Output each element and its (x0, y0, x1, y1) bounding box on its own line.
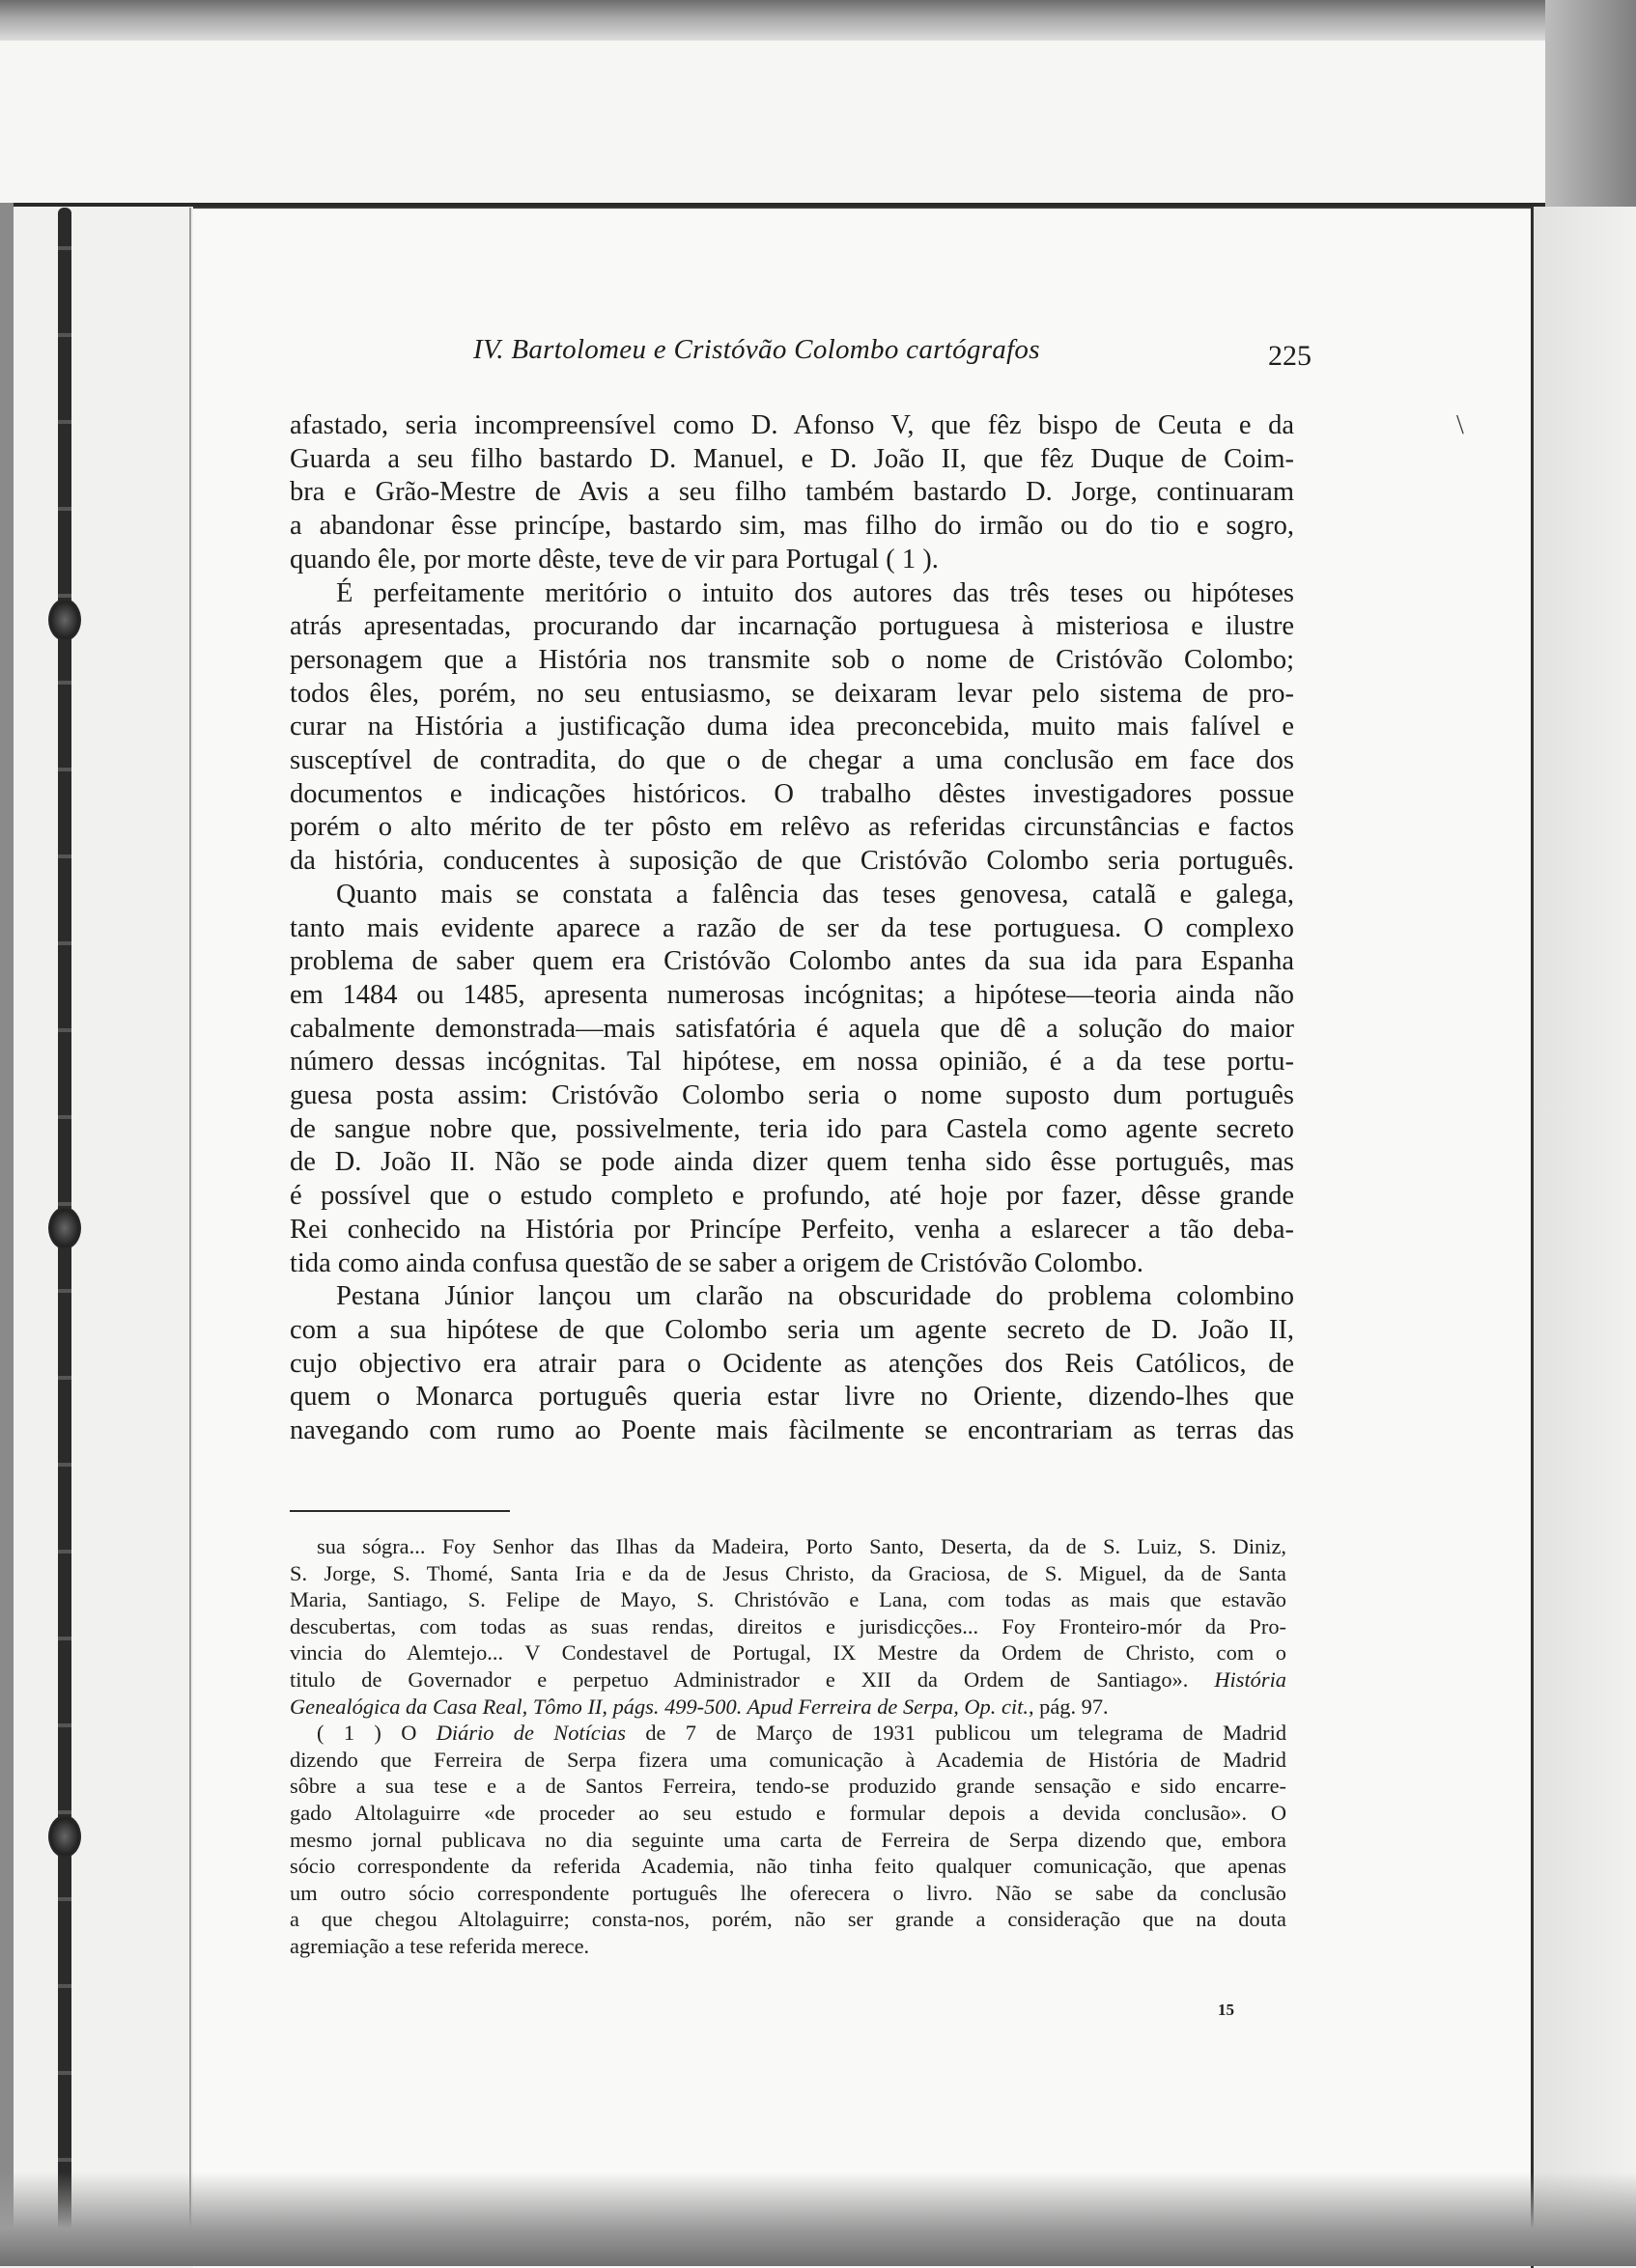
body-line: documentos e indicações históricos. O trabalho dêstes investigadores possue (290, 778, 1294, 809)
body-line: da história, conducentes à suposição de que Cristóvão Colombo seria português. (290, 846, 1294, 877)
footnote-line: agremiação a tese referida merece. (290, 1933, 590, 1958)
body-line: É perfeitamente meritório o intuito dos autores das três teses ou hipóteses (336, 577, 1294, 608)
body-line: quando êle, por morte dêste, teve de vir para Portugal ( 1 ). (290, 544, 939, 574)
body-line: cujo objectivo era atrair para o Ocidente as atenções dos Reis Católicos, de (290, 1348, 1294, 1379)
footnotes (290, 1533, 1286, 1960)
footnote-line: sua sógra... Foy Senhor das Ilhas da Madeira, Porto Santo, Deserta, da de S. Luiz, S. Diniz, (317, 1534, 1286, 1558)
body-line: de sangue nobre que, possivelmente, teria ido para Castela como agente secreto (290, 1113, 1294, 1144)
binding-knot (48, 599, 81, 641)
body-line: personagem que a História nos transmite sob o nome de Cristóvão Colombo; (290, 644, 1294, 675)
footnote-text: ( 1 ) O (317, 1721, 437, 1746)
body-line: porém o alto mérito de ter pôsto em relêvo as referidas circunstâncias e factos (290, 812, 1294, 843)
body-line: Guarda a seu filho bastardo D. Manuel, e D. João II, que fêz Duque de Coim- (290, 443, 1294, 474)
stray-pen-mark: \ (1456, 410, 1464, 440)
footnote-line: sócio correspondente da referida Academia, não tinha feito qualquer comunicação, que apenas (290, 1854, 1286, 1879)
footnote-line: Maria, Santiago, S. Felipe de Mayo, S. Christóvão e Lana, com todas as mais que estavão (290, 1587, 1286, 1612)
body-line: em 1484 ou 1485, apresenta numerosas incógnitas; a hipótese—teoria ainda não (290, 979, 1294, 1010)
body-line: afastado, seria incompreensível como D. Afonso V, que fêz bispo de Ceuta e da (290, 410, 1294, 440)
body-line: problema de saber quem era Cristóvão Colombo antes da sua ida para Espanha (290, 946, 1294, 977)
footnote-italic: Op. cit. (964, 1694, 1029, 1719)
page-number: 225 (1268, 340, 1312, 372)
footnote-line (290, 1666, 1286, 1694)
body-line: susceptível de contradita, do que o de chegar a uma conclusão em face dos (290, 745, 1294, 776)
footnote-line: gado Altolaguirre «de proceder ao seu estudo e formular depois a devida conclusão». O (290, 1800, 1286, 1825)
footnote-line: a que chegou Altolaguirre; consta-nos, porém, não ser grande a consideração que na douta (290, 1907, 1286, 1932)
footnote-line: vincia do Alemtejo... V Condestavel de Portugal, IX Mestre da Ordem de Christo, com o (290, 1640, 1286, 1666)
footnote-italic: Diário de Notícias (436, 1721, 626, 1746)
footnote-line (290, 1720, 1286, 1747)
body-line: navegando com rumo ao Poente mais fàcilmente se encontrariam as terras das (290, 1415, 1294, 1446)
footnote-rule (290, 1510, 510, 1512)
body-line: número dessas incógnitas. Tal hipótese, em nossa opinião, é a da tese portu- (290, 1047, 1294, 1078)
footnote-line: um outro sócio correspondente português lhe oferecera o livro. Não se sabe da conclusão (290, 1880, 1286, 1905)
footnote-text: de 7 de Março de 1931 publicou um telegrama de Madrid (625, 1721, 1287, 1746)
binding-knot (48, 1815, 81, 1858)
body-line: é possível que o estudo completo e profundo, até hoje por fazer, dêsse grande (290, 1181, 1294, 1212)
body-line: com a sua hipótese de que Colombo seria um agente secreto de D. João II, (290, 1314, 1294, 1345)
body-line: todos êles, porém, no seu entusiasmo, se deixaram levar pelo sistema de pro- (290, 678, 1294, 709)
footnote-line: S. Jorge, S. Thomé, Santa Iria e da de Jesus Christo, da Graciosa, de S. Miguel, da de Santa (290, 1560, 1286, 1585)
footnote-line: sôbre a sua tese e a de Santos Ferreira, tendo-se produzido grande sensação e sido encarre- (290, 1774, 1286, 1799)
body-line: de D. João II. Não se pode ainda dizer quem tenha sido êsse português, mas (290, 1147, 1294, 1178)
body-line: cabalmente demonstrada—mais satisfatória é aquela que dê a solução do maior (290, 1013, 1294, 1044)
running-head: IV. Bartolomeu e Cristóvão Colombo cartógrafos (473, 334, 1040, 365)
footnote-text: , pág. 97. (1028, 1694, 1109, 1719)
body-line: tanto mais evidente aparece a razão de ser da tese portuguesa. O complexo (290, 912, 1294, 943)
body-text (290, 409, 1294, 1448)
overlapping-previous-page (0, 41, 1545, 207)
scan-edge-left (0, 203, 14, 2266)
page-gutter-line (189, 208, 191, 2266)
body-line: atrás apresentadas, procurando dar incarnação portuguesa à misteriosa e ilustre (290, 611, 1294, 642)
body-line: tida como ainda confusa questão de se saber a origem de Cristóvão Colombo. (290, 1247, 1144, 1278)
body-line: a abandonar êsse princípe, bastardo sim, mas filho do irmão ou do tio e sogro, (290, 511, 1294, 542)
footnote-italic: História (1214, 1666, 1286, 1692)
scan-shadow-top (0, 0, 1636, 41)
body-line: Rei conhecido na História por Princípe Perfeito, venha a eslarecer a tão deba- (290, 1214, 1294, 1245)
footnote-line: dizendo que Ferreira de Serpa fizera uma comunicação à Academia de História de Madrid (290, 1747, 1286, 1772)
printer-signature-mark: 15 (1218, 2001, 1234, 2019)
body-line: Pestana Júnior lançou um clarão na obscuridade do problema colombino (336, 1281, 1294, 1312)
scan-shadow-top-right (1545, 0, 1636, 212)
body-line: bra e Grão-Mestre de Avis a seu filho também bastardo D. Jorge, continuaram (290, 477, 1294, 508)
scan-shadow-bottom (0, 2172, 1636, 2266)
body-line: curar na História a justificação duma idea preconcebida, muito mais falível e (290, 712, 1294, 742)
binding-knot (48, 1207, 81, 1249)
footnote-italic: Genealógica da Casa Real, Tômo II, págs. 499-500. Apud Ferreira de Serpa, (290, 1694, 965, 1719)
scan-margin-right (1534, 207, 1636, 2266)
footnote-line (290, 1694, 1286, 1721)
footnote-text: titulo de Governador e perpetuo Administrador e XII da Ordem de Santiago». (290, 1666, 1215, 1692)
footnote-line: descubertas, com todas as suas rendas, direitos e jurisdicções... Foy Fronteiro-mór da Pro- (290, 1613, 1286, 1638)
body-line: Quanto mais se constata a falência das teses genovesa, catalã e galega, (336, 879, 1294, 910)
body-line: quem o Monarca português queria estar livre no Oriente, dizendo-lhes que (290, 1382, 1294, 1413)
footnote-line: mesmo jornal publicava no dia seguinte uma carta de Ferreira de Serpa dizendo que, embora (290, 1827, 1286, 1852)
body-line: guesa posta assim: Cristóvão Colombo seria o nome suposto dum português (290, 1080, 1294, 1111)
